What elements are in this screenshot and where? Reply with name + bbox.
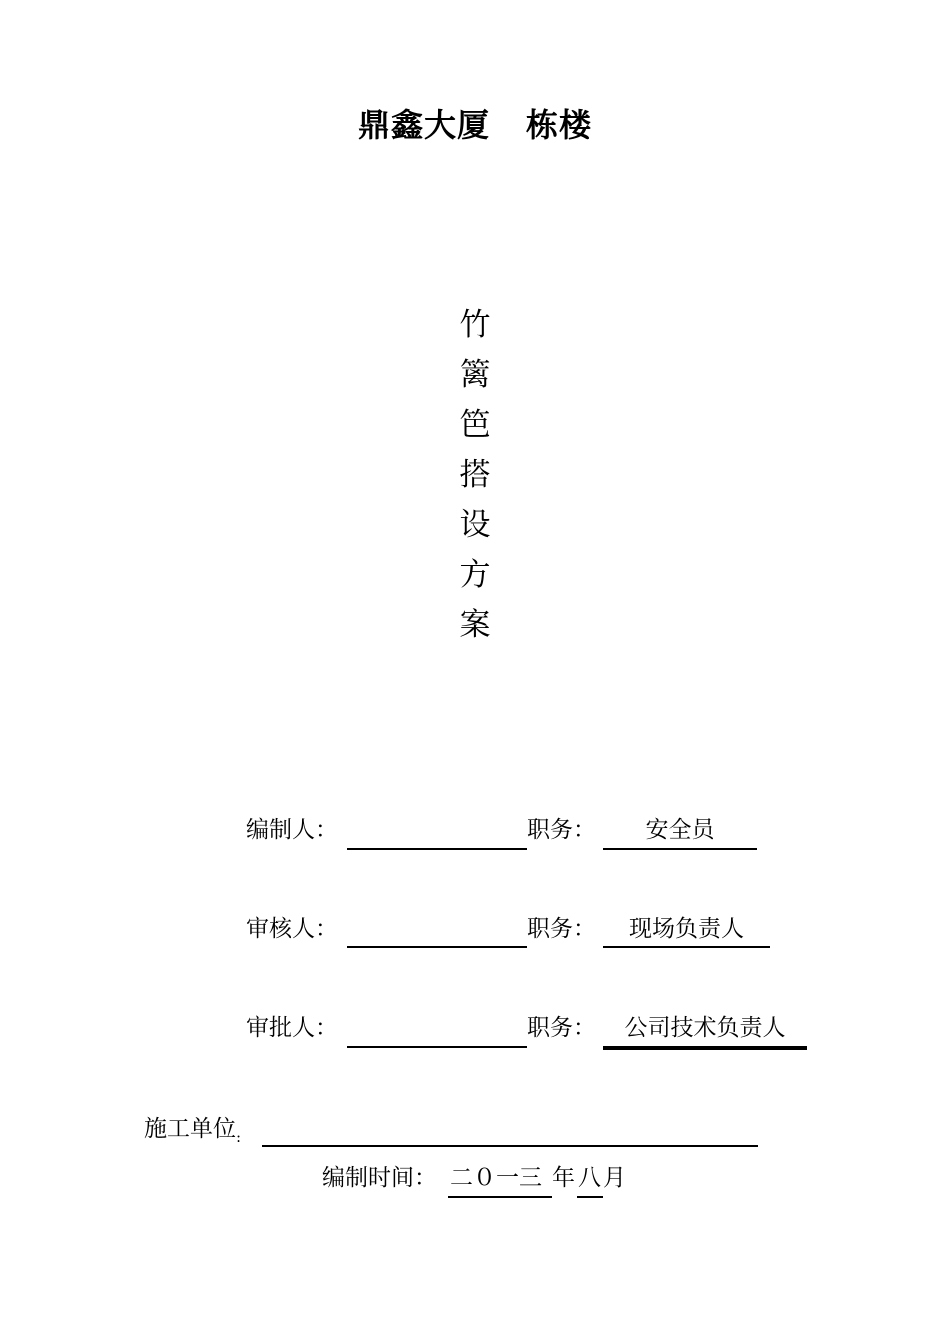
reviewer-label: 审核人： [246, 916, 338, 942]
compile-time-label: 编制时间： [322, 1165, 437, 1191]
building-name: 栋楼 [526, 106, 593, 144]
construction-unit-text: 施工单位 [144, 1116, 236, 1142]
compile-month-line [577, 1196, 603, 1198]
construction-unit-label [144, 1114, 241, 1152]
approver-position-value: 公司技术负责人 [624, 1015, 786, 1041]
reviewer-signature-line [347, 946, 527, 948]
title-char: 竹 [459, 307, 491, 343]
approver-position-label: 职务： [527, 1015, 596, 1041]
compile-year-line [448, 1196, 552, 1198]
title-char: 案 [459, 607, 491, 643]
reviewer-position-label: 职务： [527, 916, 596, 942]
compile-year: 二０一三 [450, 1165, 542, 1191]
title-char: 设 [459, 507, 491, 543]
compiler-label: 编制人： [246, 817, 338, 843]
construction-unit-line [262, 1145, 758, 1147]
reviewer-position-line [603, 946, 770, 948]
title-char: 篱 [459, 357, 491, 393]
compile-month-suffix: 月 [603, 1165, 626, 1191]
title-char: 方 [459, 557, 491, 593]
approver-position-line [603, 1046, 807, 1050]
compiler-position-value: 安全员 [645, 817, 715, 843]
construction-unit-colon: : [236, 1128, 242, 1146]
project-name: 鼎鑫大厦 [357, 106, 490, 144]
approver-label: 审批人： [246, 1015, 338, 1041]
compile-month: 八 [578, 1165, 601, 1191]
compile-year-suffix: 年 [552, 1165, 575, 1191]
reviewer-position-value: 现场负责人 [629, 916, 744, 942]
compiler-signature-line [347, 848, 527, 850]
title-char: 搭 [459, 457, 491, 493]
document-header [0, 100, 950, 146]
compiler-position-label: 职务： [527, 817, 596, 843]
document-title [451, 300, 499, 650]
approver-signature-line [347, 1046, 527, 1048]
compiler-position-line [603, 848, 757, 850]
title-char: 笆 [459, 407, 491, 443]
